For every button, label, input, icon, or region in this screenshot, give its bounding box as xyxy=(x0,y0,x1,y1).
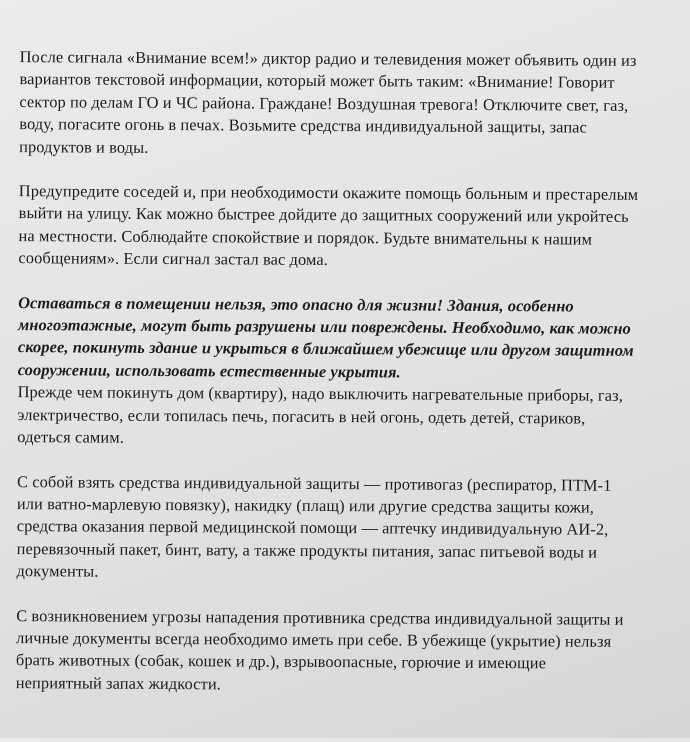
paragraph-6 xyxy=(16,605,683,699)
text-line: брать животных (собак, кошек и др.), взрывоопасные, горючие и имеющие xyxy=(15,650,547,673)
text-line: С возникновением угрозы нападения противника средства индивидуальной защиты и xyxy=(16,605,624,629)
text-line: воду, погасите огонь в печах. Возьмите средства индивидуальной защиты, запас xyxy=(19,114,588,137)
text-line: скорее, покинуть здание и укрыться в ближайшем убежище или другом защитном xyxy=(17,337,634,361)
text-line: С собой взять средства индивидуальной защиты — противогаз (респиратор, ПТМ-1 xyxy=(17,471,612,495)
text-line: неприятный запах жидкости. xyxy=(15,672,221,694)
text-line: на местности. Соблюдайте спокойствие и порядок. Будьте внимательны к нашим xyxy=(18,225,593,249)
text-line: электричество, если топилась печь, погасить в ней огонь, одеть детей, стариков, xyxy=(17,404,586,428)
text-line: многоэтажные, могут быть разрушены или повреждены. Необходимо, как можно xyxy=(17,315,631,338)
text-line: После сигнала «Внимание всем!» диктор радио и телевидения может объявить один из xyxy=(19,47,637,70)
paragraph-4 xyxy=(17,381,683,452)
text-line: выйти на улицу. Как можно быстрее дойдите до защитных сооружений или укройтесь xyxy=(18,203,629,227)
text-line: личные документы всегда необходимо иметь при себе. В убежище (укрытие) нельзя xyxy=(16,628,612,651)
text-line: Предупредите соседей и, при необходимости окажите помощь больным и престарелым xyxy=(18,181,639,204)
text-line: перевязочный пакет, бинт, вату, а также продукты питания, запас питьевой воды и xyxy=(16,538,598,562)
text-line: или ватно-марлевую повязку), накидку (плащ) или другие средства защиты кожи, xyxy=(16,494,595,517)
emphasis-paragraph xyxy=(18,292,685,386)
paragraph-1 xyxy=(19,46,686,162)
paragraph-5 xyxy=(16,471,683,587)
text-line: сообщениям». Если сигнал застал вас дома. xyxy=(18,248,329,270)
text-line: одеться самим. xyxy=(17,427,125,447)
text-line: Оставаться в помещении нельзя, это опасно для жизни! Здания, особенно xyxy=(18,292,574,316)
paragraph-2 xyxy=(18,180,685,274)
text-line: Прежде чем покинуть дом (квартиру), надо выключить нагревательные приборы, газ, xyxy=(17,382,623,406)
text-line: документы. xyxy=(16,561,99,581)
text-line: продуктов и воды. xyxy=(19,136,149,157)
text-line: вариантов текстовой информации, который может быть таким: «Внимание! Говорит xyxy=(19,69,615,93)
text-line: сектор по делам ГО и ЧС района. Граждане! Воздушная тревога! Отключите свет, газ, xyxy=(19,91,629,115)
text-line: сооружении, использовать естественные укрытия. xyxy=(17,359,401,382)
text-line: средства оказания первой медицинской помощи — аптечку индивидуальную АИ-2, xyxy=(16,516,609,540)
